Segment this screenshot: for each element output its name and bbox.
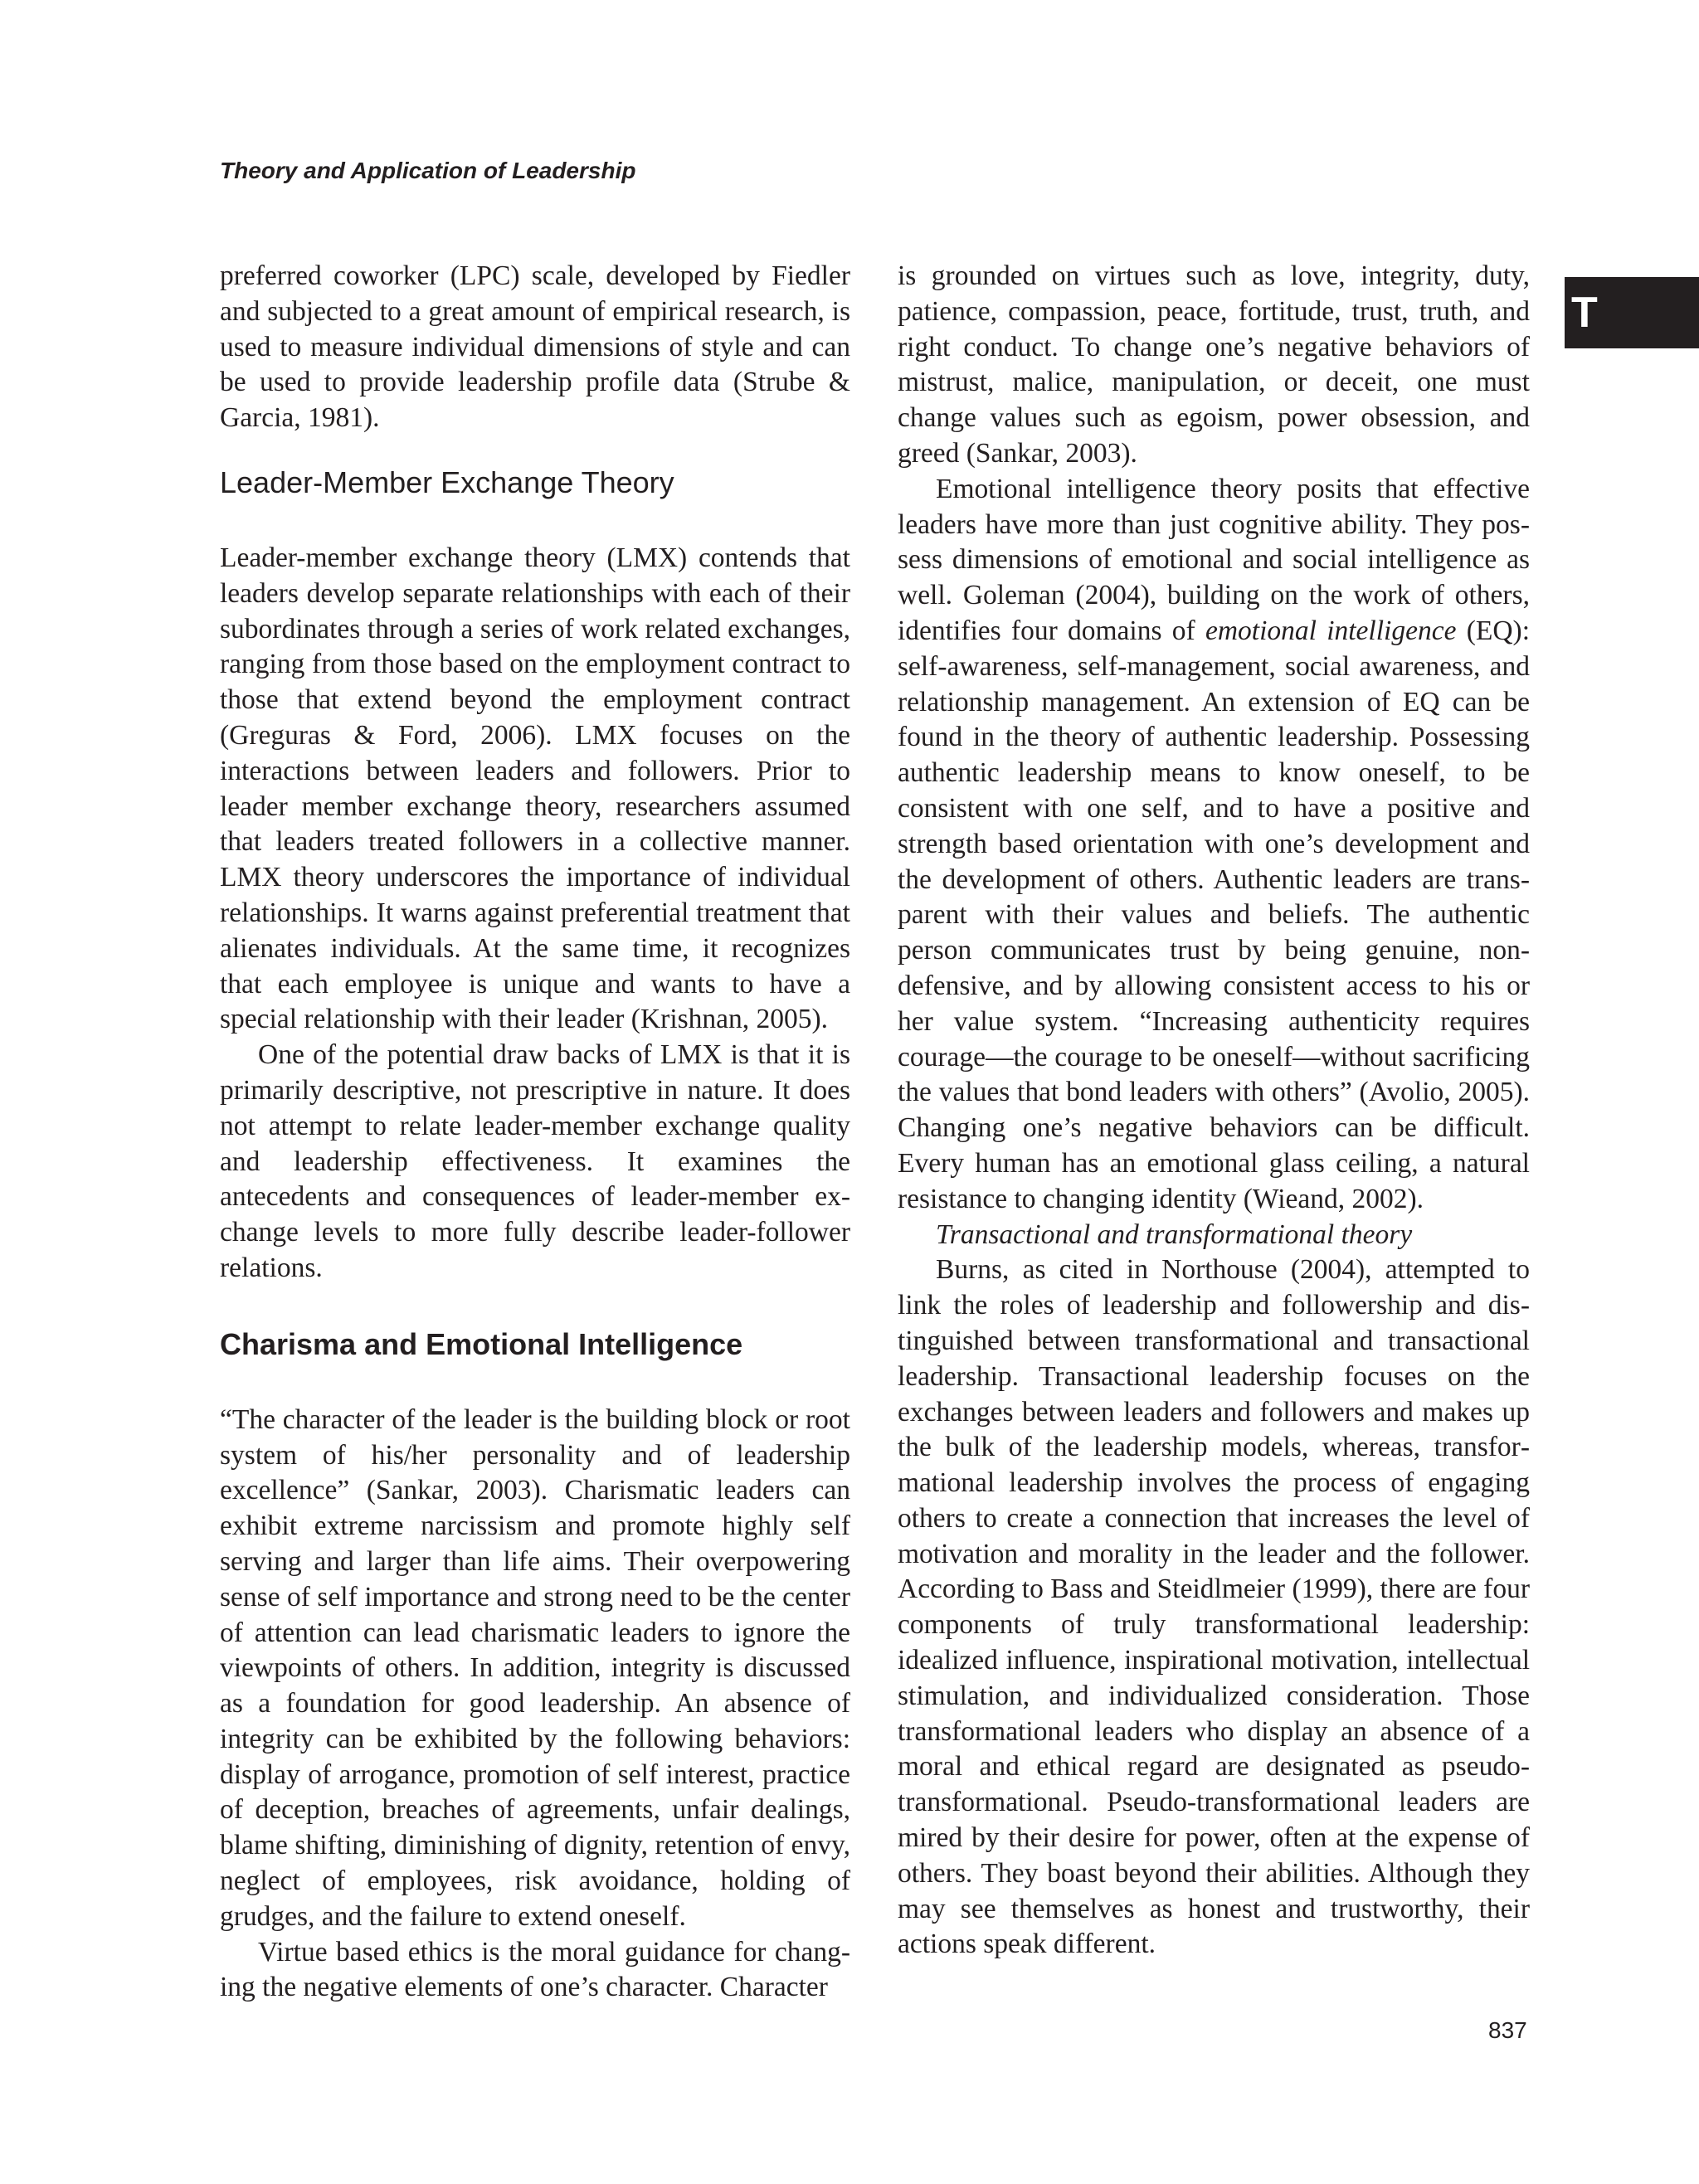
transformational-paragraph: Burns, as cited in Northouse (2004), attempted to link the roles of leadership and followership and distinguished between transformational and transactional leadership. Transactional leadership focuses on the exchanges between leaders and followers and makes up the bulk of the leadership models, whereas, transformational leadership involves the process of engaging others to create a connection that increases the level of motivation and morality in the leader and the follower. According to Bass and Steidlmeier (1999), there are four components of truly transformational leadership: idealized influence, inspirational motivation, intellectual stimulation, and individualized consideration. Those transformational leaders who display an absence of a moral and ethical regard are designated as pseudo-transformational. Pseudo-transformational leaders are mired by their desire for power, often at the expense of others. They boast beyond their abilities. Although they may see themselves as honest and trustworthy, their actions speak different. xyxy=(898,1254,1530,1960)
emotional-intelligence-paragraph xyxy=(898,472,1530,1218)
ei-term: emotional intelligence xyxy=(1205,615,1457,646)
lmx-paragraph-2: One of the potential draw backs of LMX is that it is primarily descriptive, not prescriptive in nature. It does not attempt to relate leader-member exchange quality and leadership effectiveness. It examines the antecedents and consequences of leader-member exchange levels to more fully describe leader-follower relations. xyxy=(220,1039,850,1283)
lmx-heading: Leader-Member Exchange Theory xyxy=(220,465,674,499)
transactional-subheading: Transactional and transformational theory xyxy=(936,1218,1413,1250)
virtues-paragraph: is grounded on virtues such as love, integrity, duty, patience, compassion, peace, fortitude, trust, truth, and right conduct. To change one’s negative behaviors of mistrust, malice, manipulation, or deceit, one must change values such as egoism, power obsession, and greed (Sankar, 2003). xyxy=(898,260,1530,469)
charisma-paragraph-1: “The character of the leader is the building block or root system of his/her personality and of leadership excellence” (Sankar, 2003). Charismatic leaders can exhibit extreme narcissism and promote highly self serving and larger than life aims. Their overpowering sense of self importance and strong need to be the center of attention can lead charismatic leaders to ignore the viewpoints of others. In addition, integrity is discussed as a foundation for good leadership. An absence of integrity can be exhibited by the following behaviors: display of arrogance, promotion of self interest, practice of deception, breaches of agreements, unfair dealings, blame shifting, diminishing of dignity, retention of envy, neglect of employees, risk avoidance, holding of grudges, and the failure to extend oneself. xyxy=(220,1403,850,1932)
charisma-paragraph-2: Virtue based ethics is the moral guidance for changing the negative elements of one’s character. Character xyxy=(220,1936,850,2003)
left-column xyxy=(220,259,850,2006)
ei-text-before: Emotional intelligence theory posits that effective leaders have more than just cognitive ability. They possess dimensions of emotional and social intelligence as well. Goleman (2004), building on the work of others, identifies four domains of xyxy=(898,473,1530,646)
page-number: 837 xyxy=(1488,2017,1527,2043)
ei-text-after: (EQ): self-awareness, self-management, social awareness, and relationship management. An extension of EQ can be found in the theory of authentic leadership. Possessing authentic leadership means to know oneself, to be consistent with one self, and to have a positive and strength based orientation with one’s development and the development of others. Authentic leaders are transparent with their values and beliefs. The authentic person communicates trust by being genuine, non-defensive, and by allowing consistent access to his or her value system. “Increasing authenticity requires courage—the courage to be oneself—without sacrificing the values that bond leaders with others” (Avolio, 2005). Changing one’s negative behaviors can be difficult. Every human has an emotional glass ceiling, a natural resistance to changing identity (Wieand, 2002). xyxy=(898,615,1531,1214)
intro-paragraph: preferred coworker (LPC) scale, developed by Fiedler and subjected to a great amount of empirical research, is used to measure individual dimensions of style and can be used to provide leadership profile data (Strube & Garcia, 1981). xyxy=(220,260,850,434)
running-title: Theory and Application of Leadership xyxy=(220,158,636,183)
charisma-heading: Charisma and Emotional Intelligence xyxy=(220,1326,743,1361)
section-thumb-tab xyxy=(1565,277,1699,348)
lmx-paragraph-1: Leader-member exchange theory (LMX) contends that leaders develop separate relationships with each of their subordinates through a series of work related exchanges, ranging from those based on the employment contract to those that extend beyond the employment contract (Greguras & Ford, 2006). LMX focuses on the interactions between leaders and followers. Prior to leader member exchange theory, researchers assumed that leaders treated followers in a collective manner. LMX theory underscores the importance of individual relationships. It warns against preferential treatment that alienates individuals. At the same time, it recognizes that each employee is unique and wants to have a special relationship with their leader (Krishnan, 2005). xyxy=(220,542,850,1035)
thumb-tab-letter: T xyxy=(1571,289,1598,337)
right-column xyxy=(898,259,1530,1963)
